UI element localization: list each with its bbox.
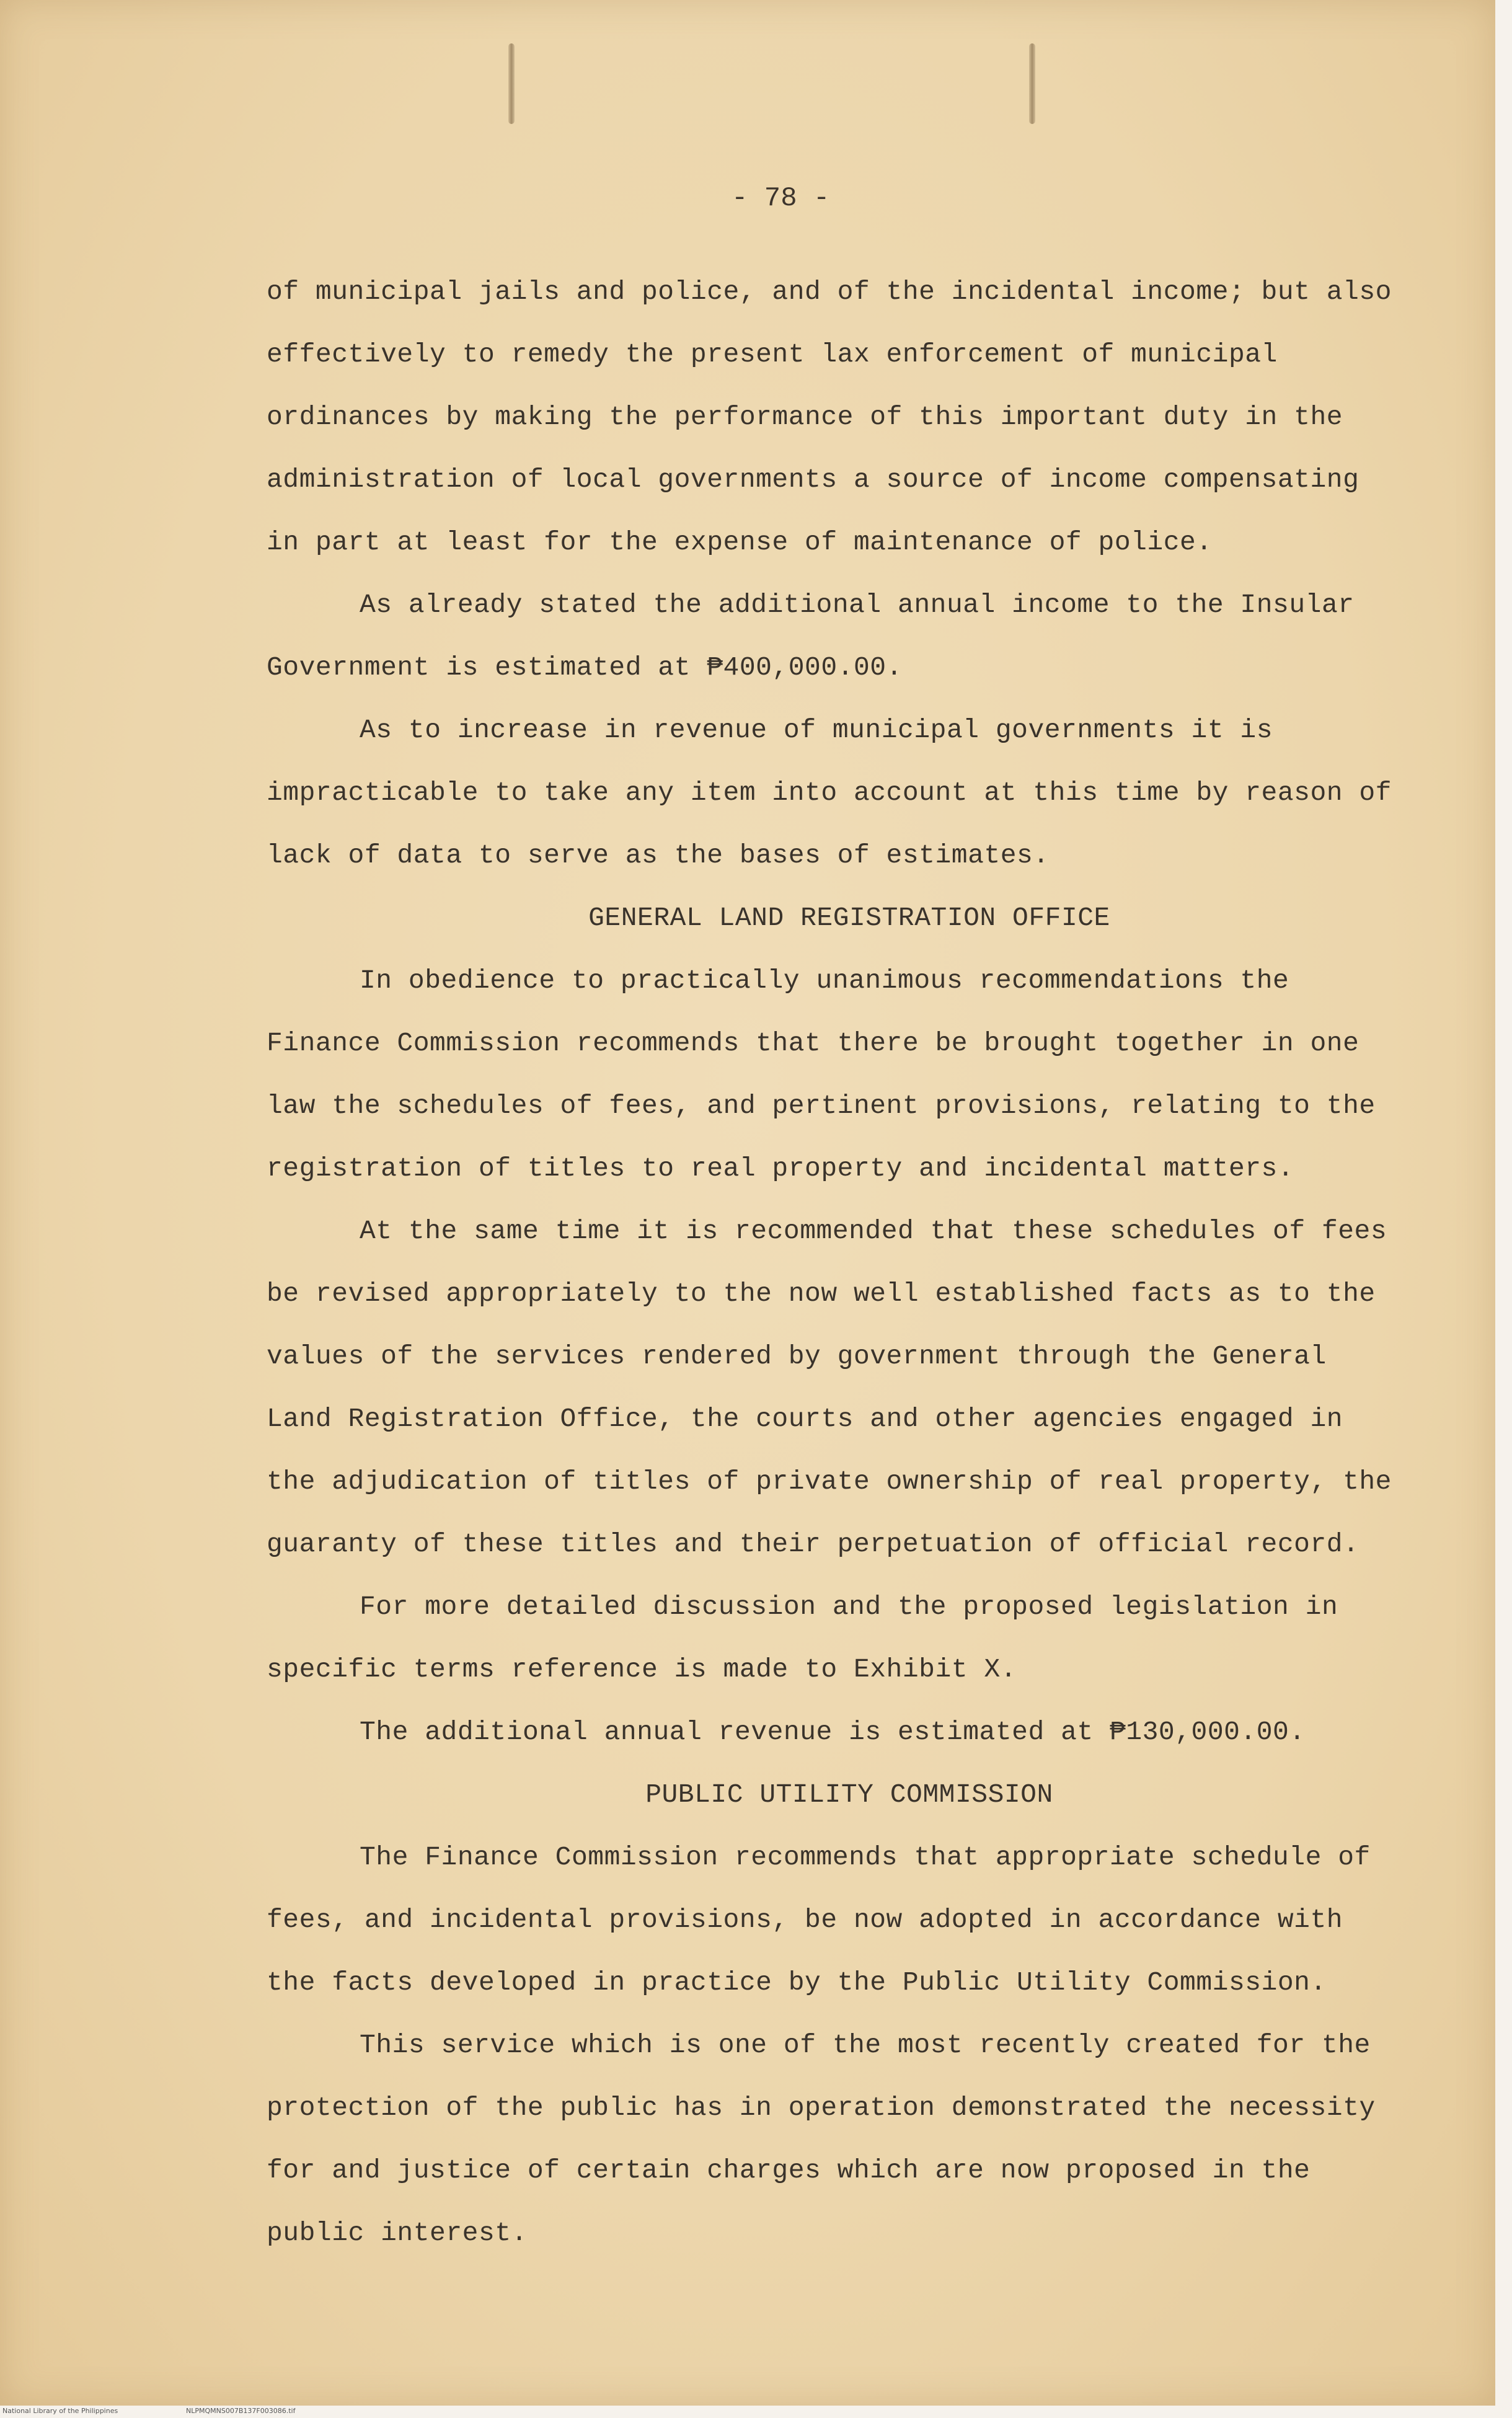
- section-heading-land-registration: GENERAL LAND REGISTRATION OFFICE: [588, 903, 1110, 933]
- page-number: - 78 -: [732, 183, 830, 214]
- paragraph-2: As already stated the additional annual income to the Insular Government is estimated at ₱400,000.00.: [267, 590, 1355, 683]
- paragraph-8: The Finance Commission recommends that appropriate schedule of fees, and incidental provisions, be now adopted in accordance with the facts developed in practice by the Public Utility Commission.: [267, 1842, 1371, 1998]
- paragraph-7: The additional annual revenue is estimated at ₱130,000.00.: [360, 1717, 1306, 1747]
- footer-credit: National Library of the Philippines: [2, 2407, 118, 2415]
- paragraph-5: At the same time it is recommended that these schedules of fees be revised appropriately to the now well established facts as to the values of the services rendered by government through the General Land Registration Office, the courts and other agencies engaged in the adjudication of titles of private ownership of real property, the guaranty of these titles and their perpetuation of official record.: [267, 1216, 1392, 1559]
- staple-left: [508, 43, 515, 124]
- section-heading-public-utility: PUBLIC UTILITY COMMISSION: [645, 1779, 1053, 1810]
- paragraph-4: In obedience to practically unanimous recommendations the Finance Commission recommends that there be brought together in one law the schedules of fees, and pertinent provisions, relating to the registration of titles to real property and incidental matters.: [267, 965, 1376, 1184]
- staple-right: [1029, 43, 1035, 124]
- paragraph-9: This service which is one of the most recently created for the protection of the public has in operation demonstrated the necessity for and justice of certain charges which are now proposed in the public interest.: [267, 2030, 1376, 2248]
- body-text: [267, 260, 1407, 2264]
- footer-filename: NLPMQMNS007B137F003086.tif: [186, 2407, 296, 2415]
- paragraph-1: of municipal jails and police, and of the incidental income; but also effectively to remedy the present lax enforcement of municipal ordinances by making the performance of this important duty in the administration of local governments a source of income compensating in part at least for the expense of maintenance of police.: [267, 277, 1392, 557]
- paragraph-3: As to increase in revenue of municipal governments it is impracticable to take any item into account at this time by reason of lack of data to serve as the bases of estimates.: [267, 715, 1392, 870]
- paragraph-6: For more detailed discussion and the proposed legislation in specific terms reference is made to Exhibit X.: [267, 1592, 1338, 1685]
